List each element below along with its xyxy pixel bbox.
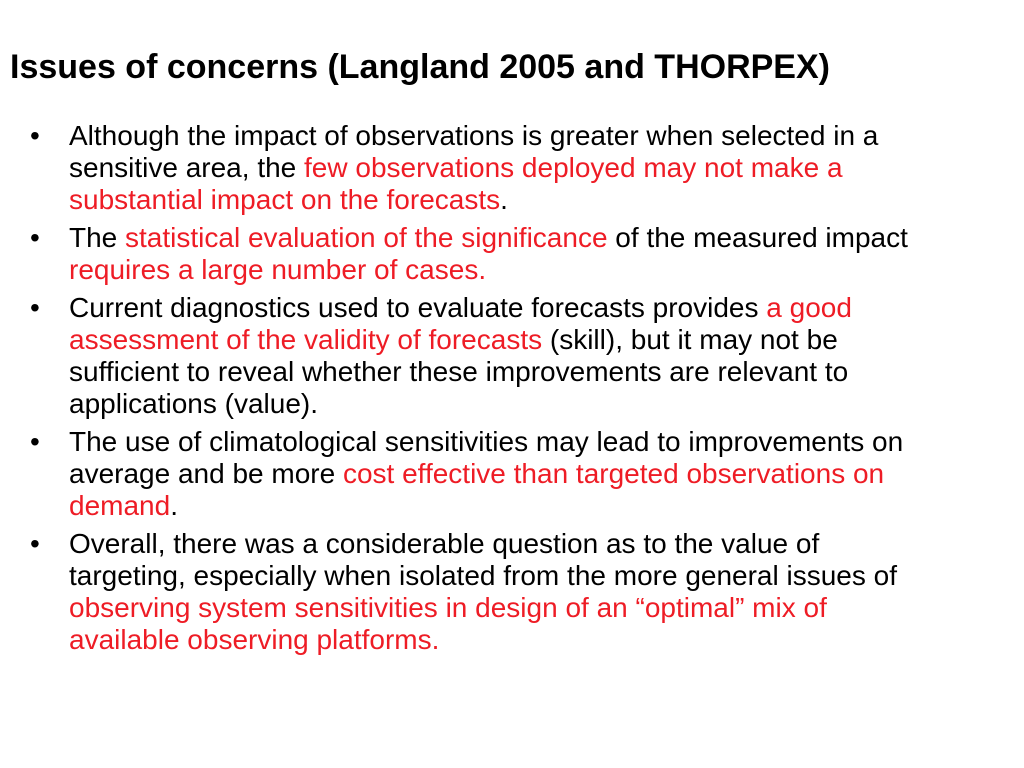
highlighted-text: observing system sensitivities in design of an “optimal” mix of available observing platforms. (69, 592, 827, 655)
body-text: Current diagnostics used to evaluate forecasts provides (69, 292, 767, 323)
bullet-item (30, 222, 930, 286)
body-text: The use of climatological sensitivities may lead to improvements on average and be more (69, 426, 904, 489)
body-text: . (500, 184, 508, 215)
bullet-dot-icon: • (30, 120, 40, 151)
bullet-dot-icon: • (30, 292, 40, 323)
bullet-item (30, 120, 930, 216)
bullet-item (30, 426, 930, 522)
body-text: The (69, 222, 126, 253)
highlighted-text: statistical evaluation of the significance (125, 222, 608, 253)
bullet-item (30, 292, 930, 420)
body-text: of the measured impact (607, 222, 908, 253)
highlighted-text: requires a large number of cases. (69, 254, 487, 285)
body-text: . (170, 490, 178, 521)
highlighted-text: a good assessment of the validity of forecasts (69, 292, 852, 355)
bullet-list (30, 120, 930, 662)
body-text: Overall, there was a considerable question as to the value of targeting, especially when isolated from the more general issues of (69, 528, 897, 591)
bullet-item (30, 528, 930, 656)
bullet-dot-icon: • (30, 222, 40, 253)
bullet-dot-icon: • (30, 528, 40, 559)
body-text: (skill), but it may not be sufficient to reveal whether these improvements are relevant to applications (value). (69, 324, 849, 419)
highlighted-text: few observations deployed may not make a substantial impact on the forecasts (69, 152, 843, 215)
body-text: Although the impact of observations is greater when selected in a sensitive area, the (69, 120, 879, 183)
bullet-dot-icon: • (30, 426, 40, 457)
slide-title: Issues of concerns (Langland 2005 and THORPEX) (10, 48, 830, 86)
highlighted-text: cost effective than targeted observations on demand (69, 458, 885, 521)
